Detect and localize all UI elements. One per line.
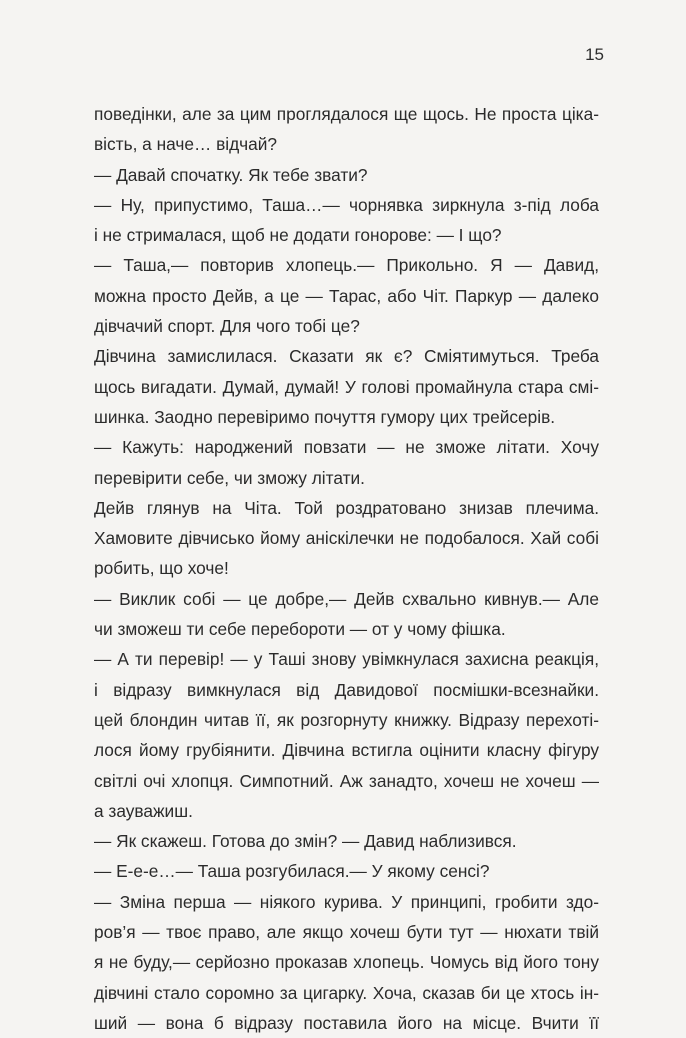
body-text: [94, 99, 599, 1038]
text-line-content: а зауважиш.: [94, 800, 193, 821]
text-line-content: — Е-е-е…— Таша розгубилася.— У якому сенсі?: [94, 861, 490, 882]
text-line-content: — Виклик собі — це добре,— Дейв схвально кивнув.— Але: [94, 588, 599, 609]
text-line: [94, 190, 599, 220]
text-line-content: ший — вона б відразу поставила його на місце. Вчити її: [94, 1012, 599, 1033]
text-line: [94, 917, 599, 947]
text-line: [94, 281, 599, 311]
text-line: [94, 644, 599, 674]
text-line: [94, 99, 599, 129]
text-line: [94, 493, 599, 523]
text-line: [94, 432, 599, 462]
text-line: [94, 220, 599, 250]
text-line: [94, 250, 599, 280]
text-line-content: Хамовите дівчисько йому аніскілечки не подобалося. Хай собі: [94, 528, 599, 549]
text-line: [94, 160, 599, 190]
text-line-content: робить, що хоче!: [94, 558, 229, 579]
text-line-content: — А ти перевір! — у Таші знову увімкнулася захисна реакція,: [94, 649, 599, 670]
text-line: [94, 372, 599, 402]
text-line-content: щось вигадати. Думай, думай! У голові промайнула стара смі-: [94, 376, 599, 397]
text-line: [94, 826, 599, 856]
text-line: [94, 402, 599, 432]
text-line-content: лося йому грубіянити. Дівчина встигла оцінити класну фігуру: [94, 740, 599, 761]
text-line-content: можна просто Дейв, а це — Тарас, або Чіт. Паркур — далеко: [94, 285, 599, 306]
text-line: [94, 887, 599, 917]
text-line: [94, 856, 599, 886]
text-line: [94, 766, 599, 796]
text-line: [94, 978, 599, 1008]
text-line-content: я не буду,— серйозно проказав хлопець. Чомусь від його тону: [94, 952, 599, 973]
text-line-content: — Зміна перша — ніякого курива. У принципі, гробити здо-: [94, 891, 599, 912]
text-line-content: і не стрималася, щоб не додати гонорове: — І що?: [94, 225, 502, 246]
text-line-content: перевірити себе, чи зможу літати.: [94, 467, 365, 488]
page-number: 15: [585, 45, 604, 64]
text-line-content: Дівчина замислилася. Сказати як є? Сміятимуться. Треба: [94, 346, 599, 367]
text-line-content: світлі очі хлопця. Симпотний. Аж занадто, хочеш не хочеш —: [94, 770, 599, 791]
text-line: [94, 1008, 599, 1038]
text-line-content: поведінки, але за цим проглядалося ще щось. Не проста ціка-: [94, 104, 599, 124]
text-line: [94, 735, 599, 765]
text-line-content: дівчачий спорт. Для чого тобі це?: [94, 316, 360, 337]
text-line: [94, 705, 599, 735]
text-line: [94, 553, 599, 583]
text-line: [94, 675, 599, 705]
text-line-content: Дейв глянув на Чіта. Той роздратовано знизав плечима.: [94, 497, 599, 518]
text-line: [94, 796, 599, 826]
text-line: [94, 584, 599, 614]
text-line-content: ров’я — твоє право, але якщо хочеш бути тут — нюхати твій: [94, 922, 599, 943]
text-line-content: — Давай спочатку. Як тебе звати?: [94, 164, 368, 185]
text-line-content: — Ну, припустимо, Таша…— чорнявка зиркнула з-під лоба: [94, 194, 599, 215]
text-line: [94, 523, 599, 553]
text-line-content: — Кажуть: народжений повзати — не зможе літати. Хочу: [94, 437, 599, 458]
text-line: [94, 614, 599, 644]
text-line: [94, 341, 599, 371]
text-line-content: чи зможеш ти себе перебороти — от у чому фішка.: [94, 619, 506, 640]
text-line-content: — Як скажеш. Готова до змін? — Давид наблизився.: [94, 831, 517, 852]
text-line-content: — Таша,— повторив хлопець.— Прикольно. Я — Давид,: [94, 255, 599, 276]
text-line-content: цей блондин читав її, як розгорнуту книжку. Відразу перехоті-: [94, 709, 599, 730]
text-line-content: і відразу вимкнулася від Давидової посмішки-всезнайки.: [94, 679, 599, 700]
text-line-content: дівчині стало соромно за цигарку. Хоча, сказав би це хтось ін-: [94, 982, 599, 1003]
text-line: [94, 129, 599, 159]
text-line: [94, 311, 599, 341]
text-line: [94, 463, 599, 493]
text-line-content: вість, а наче… відчай?: [94, 134, 278, 155]
text-line: [94, 947, 599, 977]
text-line-content: шинка. Заодно перевіримо почуття гумору цих трейсерів.: [94, 406, 556, 427]
